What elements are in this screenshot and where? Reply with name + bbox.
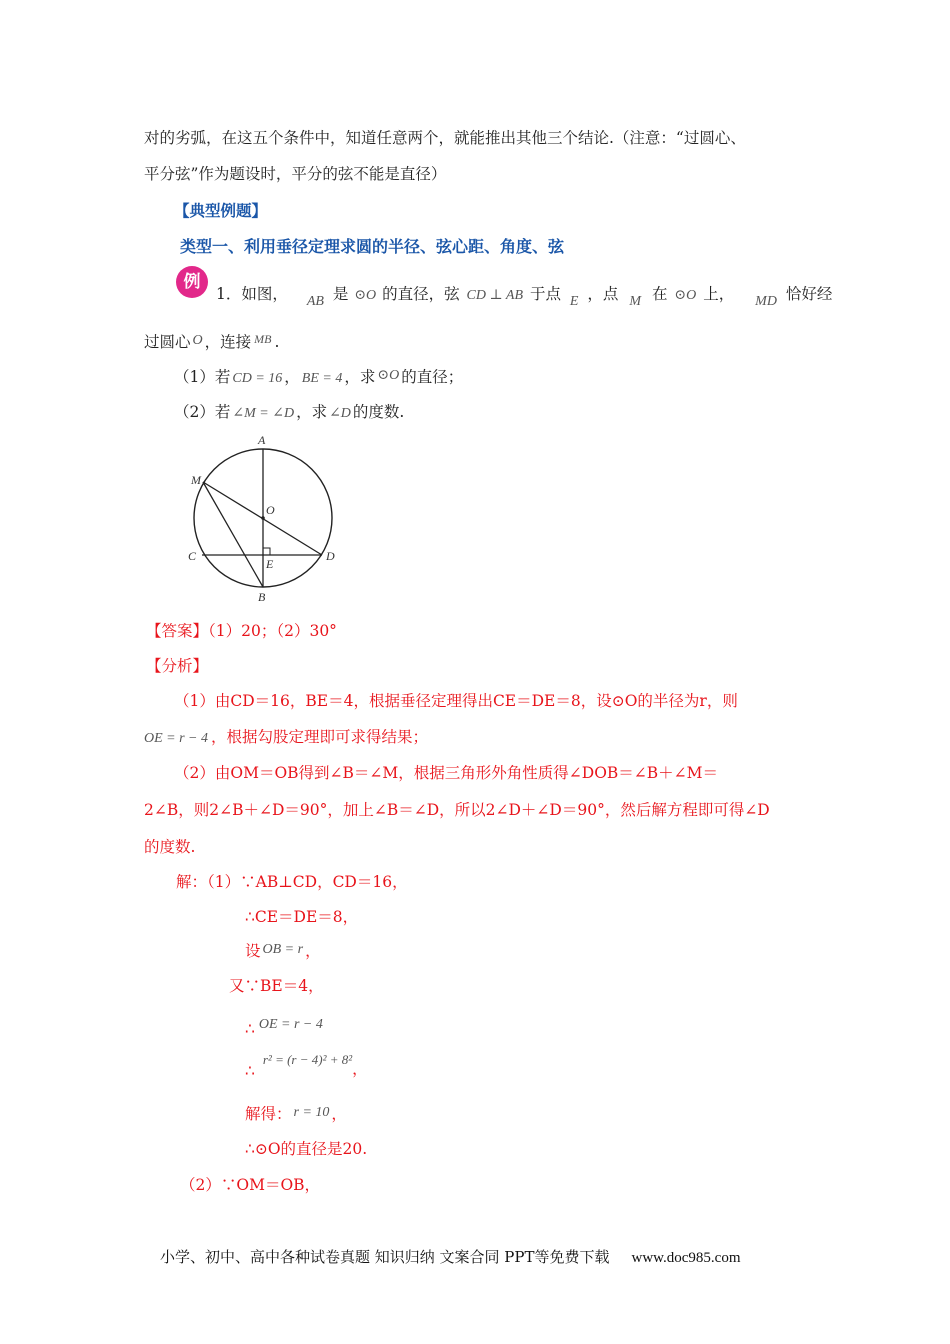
section-title: 【典型例题】 <box>174 201 268 220</box>
type-title: 类型一、利用垂径定理求圆的半径、弦心距、角度、弦 <box>180 237 565 256</box>
page-footer <box>160 1246 741 1267</box>
label-b: B <box>258 590 266 604</box>
intro-line-2: 平分弦”作为题设时，平分的弦不能是直径） <box>144 165 447 183</box>
q-text: ， <box>284 368 300 386</box>
q-text: （2）若 <box>174 403 231 421</box>
q-text: 上， <box>703 285 735 303</box>
answer-text: （1）20；（2）30° <box>208 622 337 640</box>
math-ab: AB <box>306 294 324 309</box>
solution-text: ∴ <box>245 1020 255 1038</box>
question-part-2 <box>174 401 404 425</box>
label-o: O <box>266 503 275 517</box>
q-text: 是 <box>332 285 349 303</box>
solution-line-9: （2）∵OM＝OB， <box>180 1176 321 1194</box>
math-ob-r: OB = r <box>262 942 304 957</box>
math-oe: OE = r − 4 <box>144 731 209 746</box>
math-be-4: BE = 4 <box>301 371 343 386</box>
solution-line-1 <box>176 871 408 893</box>
q-text: ，求 <box>296 403 328 421</box>
label-c: C <box>188 549 197 563</box>
math-cd-16: CD = 16 <box>232 371 283 386</box>
q-text: 于点 <box>529 285 561 303</box>
math-md: MD <box>755 294 777 309</box>
label-a: A <box>258 433 266 447</box>
analysis-text: ，根据勾股定理即可求得结果； <box>211 728 429 746</box>
q-text: 恰好经 <box>785 285 833 303</box>
q-text: ，点 <box>587 285 619 303</box>
label-e: E <box>266 557 274 571</box>
analysis-line-1: （1）由CD＝16，BE＝4，根据垂径定理得出CE＝DE＝8，设⊙O的半径为r，则 <box>174 692 738 710</box>
solution-line-8: ∴⊙O的直径是20. <box>245 1140 368 1158</box>
analysis-line-4: 2∠B，则2∠B＋∠D＝90°，加上∠B＝∠D，所以2∠D＋∠D＝90°，然后解方程即可得∠D <box>144 801 770 819</box>
solution-text: （1）∵AB⊥CD，CD＝16， <box>207 873 408 891</box>
math-pythagoras: r² = (r − 4)² + 8² <box>262 1052 353 1067</box>
answer-line <box>146 620 337 642</box>
q-text: . <box>274 333 280 351</box>
math-angle-m-d: ∠M = ∠D <box>232 406 295 421</box>
solution-text: 设 <box>245 942 261 960</box>
analysis-label: 【分析】 <box>146 657 209 675</box>
solution-line-5 <box>245 1012 323 1036</box>
math-mb: MB <box>254 332 272 346</box>
right-angle-mark <box>263 548 270 555</box>
math-e: E <box>569 294 579 309</box>
math-circle-o: ⊙O <box>377 368 400 383</box>
intro-line-1: 对的劣弧，在这五个条件中，知道任意两个，就能推出其他三个结论.（注意：“过圆心、 <box>144 129 746 147</box>
q-text: 的直径，弦 <box>382 285 460 303</box>
label-d: D <box>326 549 335 563</box>
question-line-1 <box>216 283 832 307</box>
question-line-2 <box>144 331 279 355</box>
q-text: ，求 <box>344 368 376 386</box>
footer-url[interactable]: www.doc985.com <box>631 1250 741 1266</box>
math-oe-r: OE = r − 4 <box>258 1017 323 1032</box>
math-m: M <box>629 294 642 309</box>
solution-text: ， <box>331 1105 347 1123</box>
solution-text: ， <box>305 942 321 960</box>
solution-text: 解得： <box>245 1105 292 1123</box>
analysis-line-5: 的度数. <box>144 838 196 856</box>
question-part-1 <box>174 366 463 390</box>
math-r-10: r = 10 <box>293 1105 330 1120</box>
q-text: 的直径； <box>401 368 464 386</box>
math-circle-o: ⊙O <box>354 288 377 303</box>
math-circle-o: ⊙O <box>674 288 697 303</box>
solution-line-2: ∴CE＝DE＝8， <box>245 908 359 926</box>
math-o: O <box>192 333 203 348</box>
math-angle-d: ∠D <box>329 406 351 421</box>
q-text: 在 <box>651 285 668 303</box>
footer-text: 小学、初中、高中各种试卷真题 知识归纳 文案合同 PPT等免费下载 <box>160 1248 610 1266</box>
example-badge: 例 <box>176 266 208 298</box>
answer-label: 【答案】 <box>146 622 209 640</box>
analysis-line-2 <box>144 726 428 750</box>
q-text: 过圆心 <box>144 333 191 351</box>
solution-line-3 <box>245 940 321 964</box>
math-cd-perp-ab: CD ⊥ AB <box>466 288 524 303</box>
q-text: 1．如图， <box>216 285 288 303</box>
q-text: 的度数. <box>352 403 405 421</box>
q-text: （1）若 <box>174 368 231 386</box>
geometry-figure <box>180 430 360 610</box>
q-text: ，连接 <box>204 333 252 351</box>
solution-line-6 <box>245 1048 368 1080</box>
solution-text: ， <box>352 1060 368 1078</box>
solution-line-4: 又∵BE＝4， <box>229 977 324 995</box>
center-point <box>261 516 265 520</box>
label-m: M <box>191 473 201 487</box>
segment-mb <box>203 482 263 587</box>
solution-text: ∴ <box>245 1062 255 1080</box>
solution-line-7 <box>245 1103 347 1127</box>
analysis-line-3: （2）由OM＝OB得到∠B＝∠M，根据三角形外角性质得∠DOB＝∠B＋∠M＝ <box>174 764 719 782</box>
solution-label: 解： <box>176 873 208 891</box>
